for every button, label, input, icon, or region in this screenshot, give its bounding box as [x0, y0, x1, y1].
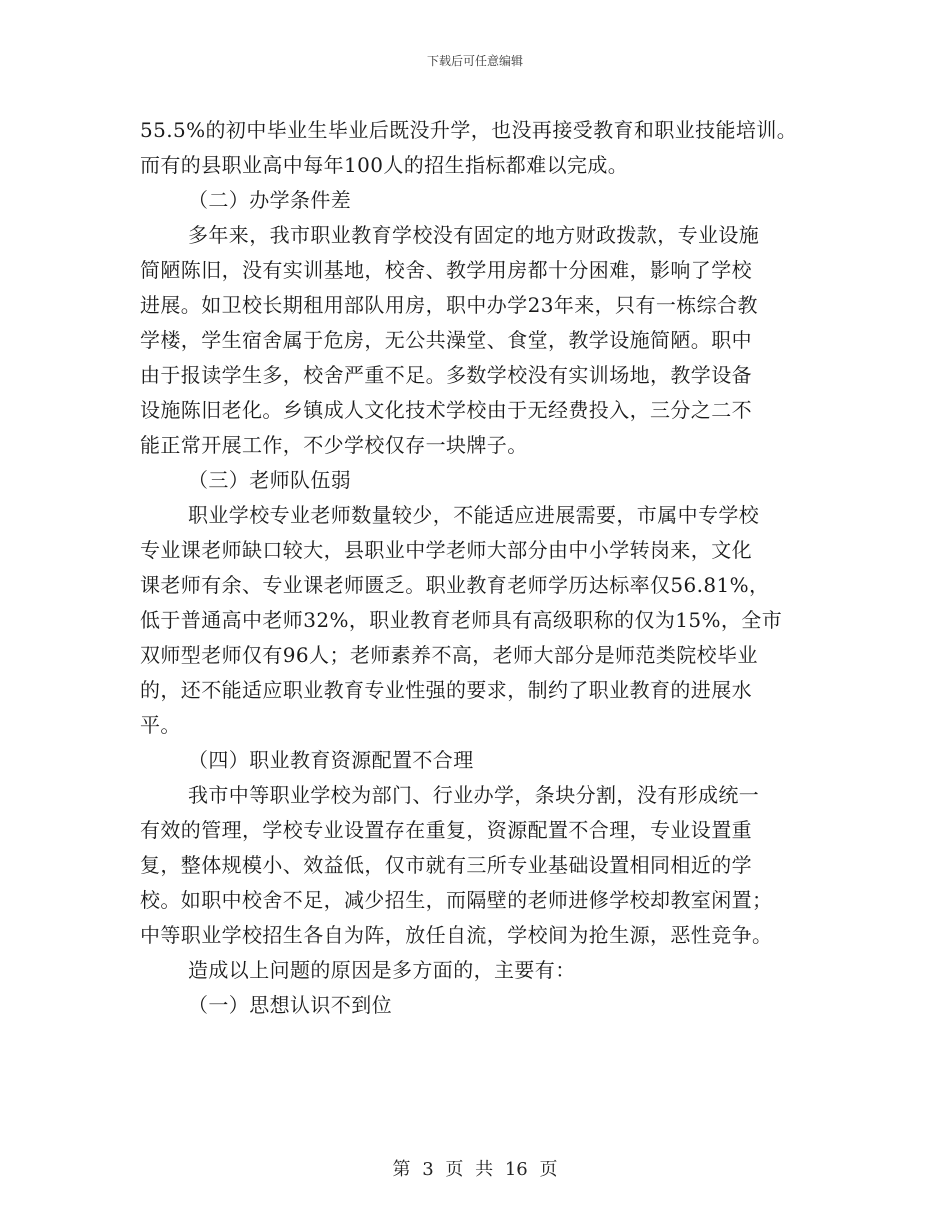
paragraph-line: 职业学校专业老师数量较少，不能适应进展需要，市属中专学校: [188, 503, 760, 527]
section-heading: （二）办学条件差: [188, 188, 352, 212]
paragraph-line: 低于普通高中老师32%，职业教育老师具有高级职称的仅为15%，全市: [140, 608, 783, 632]
paragraph-line: 复，整体规模小、效益低，仅市就有三所专业基础设置相同相近的学: [140, 853, 752, 877]
paragraph-line: 我市中等职业学校为部门、行业办学，条块分割，没有形成统一: [188, 783, 760, 807]
paragraph-line: 中等职业学校招生各自为阵，放任自流，学校间为抢生源，恶性竞争。: [140, 923, 773, 947]
page-header: 下载后可任意编辑: [426, 54, 523, 68]
paragraph-line: 由于报读学生多，校舍严重不足。多数学校没有实训场地，教学设备: [140, 363, 752, 387]
paragraph-line: 55.5%的初中毕业生毕业后既没升学，也没再接受教育和职业技能培训。: [140, 118, 798, 142]
paragraph-line: 双师型老师仅有96人；老师素养不高，老师大部分是师范类院校毕业: [140, 643, 758, 667]
paragraph-line: 能正常开展工作，不少学校仅存一块牌子。: [140, 433, 528, 457]
paragraph-line: 的，还不能适应职业教育专业性强的要求，制约了职业教育的进展水: [140, 678, 752, 702]
paragraph-line: 设施陈旧老化。乡镇成人文化技术学校由于无经费投入，三分之二不: [140, 398, 752, 422]
paragraph-line: 课老师有余、专业课老师匮乏。职业教育老师学历达标率仅56.81%，: [140, 573, 770, 597]
paragraph-line: 进展。如卫校长期租用部队用房，职中办学23年来，只有一栋综合教: [140, 293, 758, 317]
paragraph-line: 而有的县职业高中每年100人的招生指标都难以完成。: [140, 153, 629, 177]
section-heading: （三）老师队伍弱: [188, 468, 352, 492]
section-heading: （四）职业教育资源配置不合理: [188, 748, 474, 772]
page-number: 第 3 页 共 16 页: [392, 1159, 558, 1180]
paragraph-line: 专业课老师缺口较大，县职业中学老师大部分由中小学转岗来，文化: [140, 538, 752, 562]
paragraph-line: 平。: [140, 713, 181, 737]
paragraph-line: 多年来，我市职业教育学校没有固定的地方财政拨款，专业设施: [188, 223, 760, 247]
paragraph-line: 造成以上问题的原因是多方面的，主要有：: [188, 958, 576, 982]
paragraph-line: 校。如职中校舍不足，减少招生，而隔壁的老师进修学校却教室闲置；: [140, 888, 773, 912]
section-heading: （一）思想认识不到位: [188, 993, 392, 1017]
paragraph-line: 学楼，学生宿舍属于危房，无公共澡堂、食堂，教学设施简陋。职中: [140, 328, 752, 352]
paragraph-line: 简陋陈旧，没有实训基地，校舍、教学用房都十分困难，影响了学校: [140, 258, 752, 282]
paragraph-line: 有效的管理，学校专业设置存在重复，资源配置不合理，专业设置重: [140, 818, 752, 842]
document-body: [140, 113, 820, 1023]
